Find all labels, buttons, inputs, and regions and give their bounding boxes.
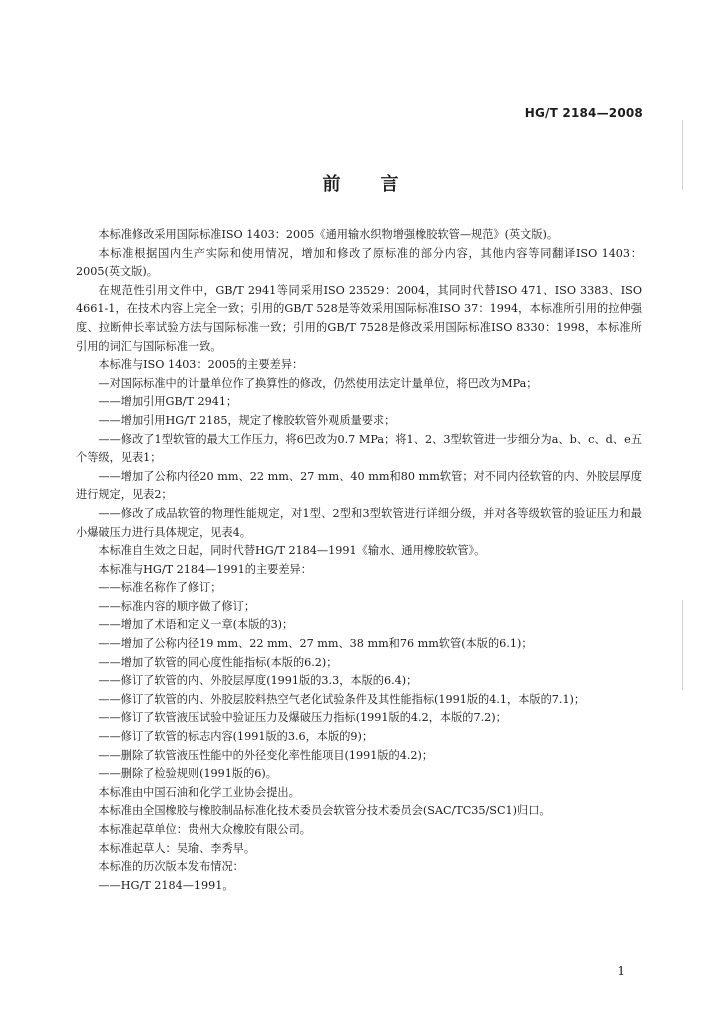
list-item: ——增加引用HG/T 2185，规定了橡胶软管外观质量要求；	[98, 413, 396, 427]
foreword-body	[76, 226, 642, 895]
list-item: ——修订了软管的标志内容(1991版的3.6，本版的9)；	[98, 730, 374, 744]
paragraph: 本标准由中国石油和化学工业协会提出。	[98, 785, 300, 799]
scan-artifact	[682, 120, 683, 190]
paragraph: 本标准与ISO 1403：2005的主要差异：	[98, 358, 304, 372]
paragraph: 本标准由全国橡胶与橡胶制品标准化技术委员会软管分技术委员会(SAC/TC35/SC1)归口。	[98, 804, 551, 818]
list-item: ——删除了检验规则(1991版的6)。	[98, 767, 277, 781]
list-item: —对国际标准中的计量单位作了换算性的修改，仍然使用法定计量单位，将巴改为MPa；	[98, 376, 538, 390]
list-item: ——标准名称作了修订；	[98, 581, 222, 595]
list-item: ——删除了软管液压性能中的外径变化率性能项目(1991版的4.2)；	[98, 748, 434, 762]
paragraph: 本标准起草单位：贵州大众橡胶有限公司。	[98, 823, 311, 836]
paragraph: 在规范性引用文件中，GB/T 2941等同采用ISO 23529：2004，其同时代替ISO 471、ISO 3383、ISO 4661-1，在技术内容上完全一致；引用的GB/T 528是等效采用国际标准ISO 37：1994，本标准所引用的拉伸强度、拉断伸长率试验方法与国际标准一致；引用的GB/T 7528是修改采用国际标准ISO 8330：1998，本标准所引用的词汇与国际标准一致。	[76, 283, 642, 353]
page-title: 前言	[322, 174, 439, 195]
list-item: ——HG/T 2184—1991。	[98, 878, 234, 892]
list-item: ——增加引用GB/T 2941；	[98, 395, 238, 409]
paragraph: 本标准修改采用国际标准ISO 1403：2005《通用输水织物增强橡胶软管—规范》(英文版)。	[98, 228, 559, 241]
paragraph: 本标准与HG/T 2184—1991的主要差异：	[98, 562, 312, 576]
standard-code: HG/T 2184—2008	[524, 106, 643, 120]
list-item: ——增加了公称内径19 mm、22 mm、27 mm、38 mm和76 mm软管(本版的6.1)；	[98, 637, 533, 651]
list-item: ——增加了术语和定义一章(本版的3)；	[98, 618, 294, 632]
paragraph: 本标准起草人：吴瑜、李秀早。	[98, 841, 256, 855]
list-item: ——修订了软管的内、外胶层厚度(1991版的3.3，本版的6.4)；	[98, 674, 418, 688]
list-item: ——修订了软管液压试验中验证压力及爆破压力指标(1991版的4.2，本版的7.2)；	[98, 711, 507, 725]
page-number: 1	[617, 964, 625, 978]
list-item: ——修改了成品软管的物理性能规定，对1型、2型和3型软管进行详细分级，并对各等级软管的验证压力和最小爆破压力进行具体规定，见表4。	[76, 506, 642, 539]
paragraph: 本标准的历次版本发布情况：	[98, 860, 244, 874]
list-item: ——修订了软管的内、外胶层胶料热空气老化试验条件及其性能指标(1991版的4.1，本版的7.1)；	[98, 692, 586, 706]
paragraph: 本标准根据国内生产实际和使用情况，增加和修改了原标准的部分内容，其他内容等同翻译ISO 1403：2005(英文版)。	[76, 246, 642, 279]
scan-artifact	[682, 600, 683, 690]
list-item: ——增加了软管的同心度性能指标(本版的6.2)；	[98, 655, 338, 669]
list-item: ——修改了1型软管的最大工作压力，将6巴改为0.7 MPa；将1、2、3型软管进一步细分为a、b、c、d、e五个等级，见表1；	[76, 432, 642, 465]
paragraph: 本标准自生效之日起，同时代替HG/T 2184—1991《输水、通用橡胶软管》。	[98, 544, 486, 558]
list-item: ——增加了公称内径20 mm、22 mm、27 mm、40 mm和80 mm软管；对不同内径软管的内、外胶层厚度进行规定，见表2；	[76, 469, 642, 502]
list-item: ——标准内容的顺序做了修订；	[98, 599, 256, 613]
